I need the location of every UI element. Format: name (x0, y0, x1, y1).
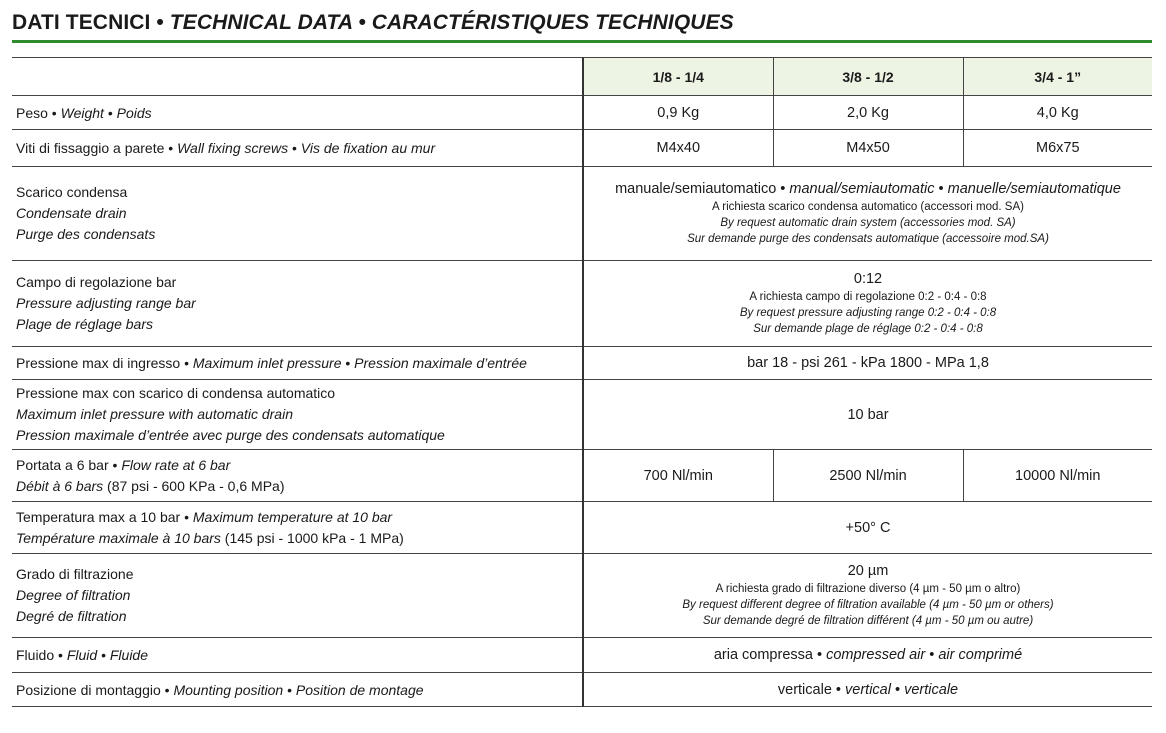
table-row-pressure-range (12, 261, 1152, 347)
table-row-max-inlet-pressure (12, 347, 1152, 380)
row-label-max-inlet-pressure: Pressione max di ingresso • Maximum inlet pressure • Pression maximale d’entrée (12, 347, 583, 380)
table-row-pressure-auto-drain (12, 380, 1152, 450)
technical-data-table (12, 57, 1152, 707)
pressure-range-note-fr: Sur demande plage de réglage 0:2 - 0:4 - 0:8 (753, 323, 983, 335)
table-row-condensate-drain (12, 167, 1152, 261)
condensate-drain-note-it: A richiesta scarico condensa automatico (accessori mod. SA) (712, 201, 1024, 213)
pressure-auto-drain-value: 10 bar (583, 380, 1152, 450)
row-label-pressure-auto-drain: Pressione max con scarico di condensa automatico Maximum inlet pressure with automatic drain Pression maximale d’entrée avec purge des condensats automatique (12, 380, 583, 450)
column-header-1-8-1-4: 1/8 - 1/4 (583, 58, 773, 96)
technical-data-page (12, 8, 1152, 707)
fluid-value: aria compressa • compressed air • air comprimé (583, 638, 1152, 673)
table-row-fluid (12, 638, 1152, 673)
flow-rate-value-3: 10000 Nl/min (963, 450, 1152, 502)
title-italian: DATI TECNICI • (12, 11, 170, 34)
row-label-fixing-screws: Viti di fissaggio a parete • Wall fixing screws • Vis de fixation au mur (12, 130, 583, 167)
filtration-degree-note-it: A richiesta grado di filtrazione diverso (4 µm - 50 µm o altro) (715, 583, 1021, 595)
screws-value-3: M6x75 (963, 130, 1152, 167)
filtration-degree-note-fr: Sur demande degré de filtration différent (4 µm - 50 µm ou autre) (702, 615, 1034, 627)
weight-value-1: 0,9 Kg (583, 96, 773, 130)
column-header-3-4-1: 3/4 - 1” (963, 58, 1152, 96)
row-label-flow-rate: Portata a 6 bar • Flow rate at 6 bar Débit à 6 bars (87 psi - 600 KPa - 0,6 MPa) (12, 450, 583, 502)
condensate-drain-value (583, 167, 1152, 261)
mounting-position-value: verticale • vertical • verticale (583, 673, 1152, 707)
screws-value-2: M4x50 (773, 130, 963, 167)
row-label-mounting-position: Posizione di montaggio • Mounting position • Position de montage (12, 673, 583, 707)
pressure-range-main: 0:12 (853, 271, 883, 287)
table-row-flow-rate (12, 450, 1152, 502)
pressure-range-value (583, 261, 1152, 347)
table-row-mounting-position (12, 673, 1152, 707)
column-header-3-8-1-2: 3/8 - 1/2 (773, 58, 963, 96)
flow-rate-value-1: 700 Nl/min (583, 450, 773, 502)
filtration-degree-note-en: By request different degree of filtration available (4 µm - 50 µm or others) (682, 599, 1054, 611)
row-label-max-temperature: Temperatura max a 10 bar • Maximum temperature at 10 bar Température maximale à 10 bars (145 psi - 1000 kPa - 1 MPa) (12, 502, 583, 554)
page-title (12, 8, 1152, 38)
flow-rate-value-2: 2500 Nl/min (773, 450, 963, 502)
row-label-fluid: Fluido • Fluid • Fluide (12, 638, 583, 673)
header-blank-cell (12, 58, 583, 96)
pressure-range-note-it: A richiesta campo di regolazione 0:2 - 0:4 - 0:8 (749, 291, 987, 303)
max-temperature-value: +50° C (583, 502, 1152, 554)
filtration-degree-main: 20 µm (847, 563, 889, 579)
screws-value-1: M4x40 (583, 130, 773, 167)
weight-value-2: 2,0 Kg (773, 96, 963, 130)
table-row-max-temperature (12, 502, 1152, 554)
row-label-pressure-range: Campo di regolazione bar Pressure adjusting range bar Plage de réglage bars (12, 261, 583, 347)
title-english-french: TECHNICAL DATA • CARACTÉRISTIQUES TECHNIQUES (169, 11, 734, 34)
pressure-range-note-en: By request pressure adjusting range 0:2 - 0:4 - 0:8 (739, 307, 997, 319)
weight-value-3: 4,0 Kg (963, 96, 1152, 130)
table-header-row (12, 58, 1152, 96)
table-row-filtration-degree (12, 554, 1152, 638)
condensate-drain-main: manuale/semiautomatico • manual/semiautomatic • manuelle/semiautomatique (615, 181, 1121, 197)
table-row-fixing-screws (12, 130, 1152, 167)
row-label-filtration-degree: Grado di filtrazione Degree of filtration Degré de filtration (12, 554, 583, 638)
title-underline (12, 40, 1152, 43)
filtration-degree-value (583, 554, 1152, 638)
condensate-drain-note-fr: Sur demande purge des condensats automatique (accessoire mod.SA) (687, 233, 1049, 245)
max-inlet-pressure-value: bar 18 - psi 261 - kPa 1800 - MPa 1,8 (583, 347, 1152, 380)
table-row-weight (12, 96, 1152, 130)
condensate-drain-note-en: By request automatic drain system (accessories mod. SA) (720, 217, 1016, 229)
row-label-condensate-drain: Scarico condensa Condensate drain Purge des condensats (12, 167, 583, 261)
row-label-weight: Peso • Weight • Poids (12, 96, 583, 130)
